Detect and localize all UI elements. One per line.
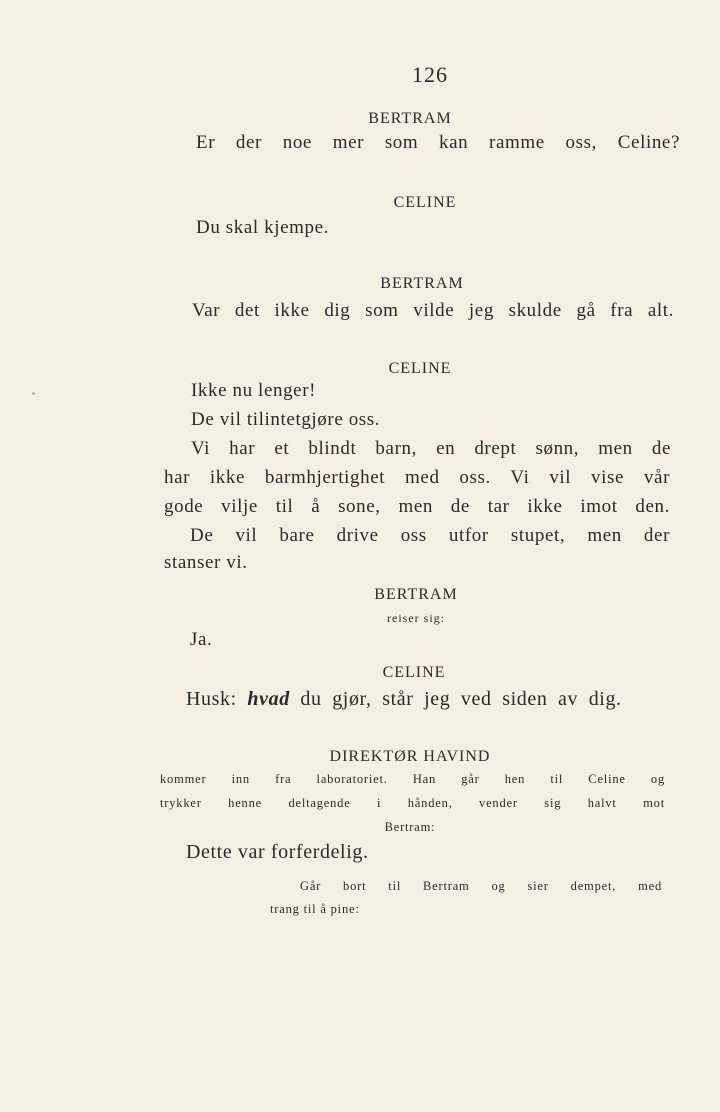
dialog-line: Dette var forferdelig.: [186, 841, 369, 863]
speaker-celine-1: CELINE: [393, 194, 457, 211]
speaker-celine-3: CELINE: [382, 664, 446, 681]
speaker-celine-2: CELINE: [388, 360, 452, 377]
dialog-line: stanser vi.: [164, 552, 248, 573]
speaker-bertram-1: BERTRAM: [368, 110, 452, 127]
dialog-part: du gjør, står jeg ved siden av dig.: [289, 688, 622, 710]
dialog-line: [191, 438, 671, 460]
dialog-text: [186, 688, 666, 711]
dialog-line: [196, 132, 680, 154]
dialog-line: [190, 525, 670, 547]
stage-direction: [160, 796, 665, 811]
stage-direction: [300, 879, 662, 894]
dialog-line: Ikke nu lenger!: [191, 380, 317, 401]
dialog-part: Husk:: [186, 688, 248, 710]
dialog-text: De vil bare drive oss utfor stupet, men der: [190, 525, 670, 546]
stage-direction: reiser sig:: [387, 611, 445, 625]
stage-direction-line: trykker henne deltagende i hånden, vender sig halvt mot: [160, 796, 665, 810]
dialog-text: Vi har et blindt barn, en drept sønn, men de: [191, 438, 671, 459]
stage-direction-line: Går bort til Bertram og sier dempet, med: [300, 879, 662, 893]
paper-speck: [32, 392, 35, 395]
speaker-direktor-havind: DIREKTØR HAVIND: [329, 748, 491, 765]
dialog-line: De vil tilintetgjøre oss.: [191, 409, 381, 430]
dialog-line: [164, 496, 670, 518]
page-number: 126: [412, 62, 448, 87]
dialog-text: Var det ikke dig som vilde jeg skulde gå fra alt.: [192, 300, 674, 321]
dialog-text: har ikke barmhjertighet med oss. Vi vil vise vår: [164, 467, 670, 488]
stage-direction-line: kommer inn fra laboratoriet. Han går hen til Celine og: [160, 772, 665, 786]
dialog-line: Du skal kjempe.: [196, 217, 330, 238]
dialog-line: Ja.: [190, 629, 213, 650]
dialog-line: [192, 300, 674, 322]
stage-direction-line: Bertram:: [384, 820, 436, 834]
emphasized-word: hvad: [247, 688, 290, 710]
dialog-text: Er der noe mer som kan ramme oss, Celine?: [196, 132, 680, 153]
dialog-line: [186, 688, 666, 711]
stage-direction-line: trang til å pine:: [270, 902, 360, 916]
stage-direction: [160, 772, 665, 787]
dialog-line: [164, 467, 670, 489]
speaker-bertram-2: BERTRAM: [380, 275, 464, 292]
dialog-text: gode vilje til å sone, men de tar ikke imot den.: [164, 496, 670, 517]
speaker-bertram-3: BERTRAM: [374, 586, 458, 603]
